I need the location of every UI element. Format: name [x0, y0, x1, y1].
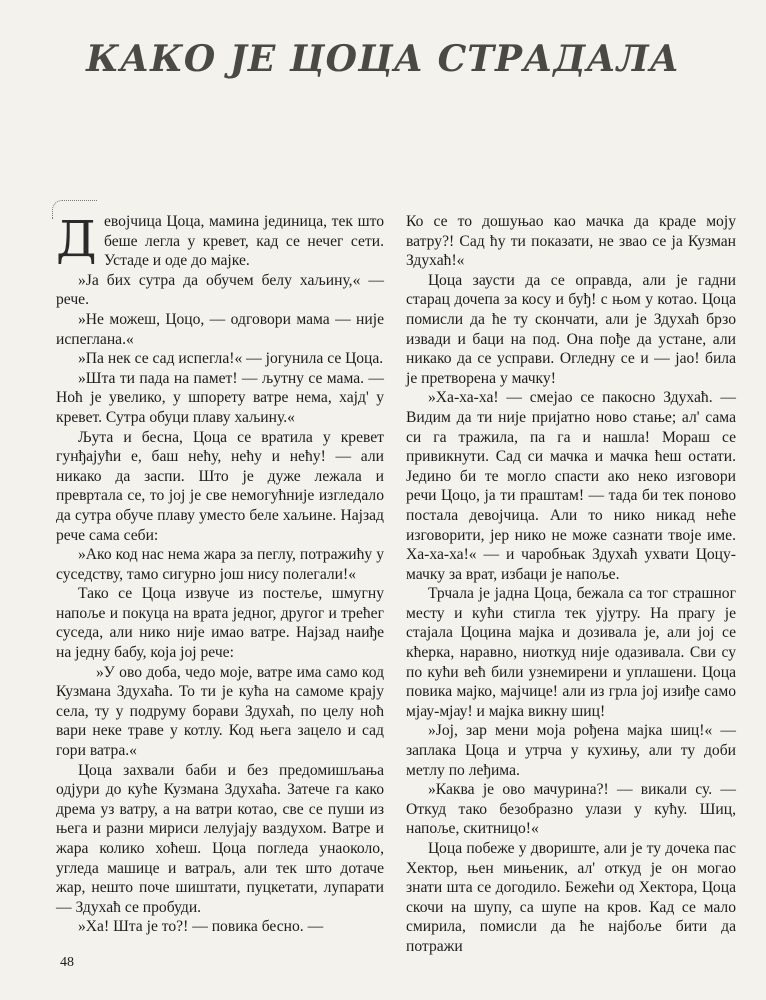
page-title: КАКО ЈЕ ЦОЦА СТРАДАЛА [86, 38, 680, 80]
left-column [56, 212, 384, 937]
paragraph: Љута и бесна, Цоца се вратила у кревет гунђајући е, баш нећу, нећу и нећу! — али никако да заспи. Што је дуже лежала и превртала се, то јој је све немогућније изгледало да сутра обуче плаву уместо беле хаљине. Најзад рече сама себи: [56, 428, 384, 544]
paragraph: »Каква је ово мачурина?! — викали су. — Откуд тако безобразно улази у кућу. Шиц, напоље, скитницо!« [406, 781, 736, 838]
paragraph: Цоца захвали баби и без предомишљања одјури до куће Кузмана Здухаћа. Затече га како дрема уз ватру, а на ватри котао, све се пуши из њега и разни мириси лелујају ваздухом. Ватре и жара колико хоћеш. Цоца погледа унаоколо, угледа машице и ватраљ, али тек што дотаче жар, нешто поче шиштати, пуцкетати, лупарати — Здухаћ се пробуди. [56, 761, 384, 916]
paragraph: Девојчица Цоца, мамина јединица, тек што беше легла у кревет, кад се нечег сети. Устаде и оде до мајке. [56, 210, 384, 270]
paragraph: »Шта ти пада на памет! — љутну се мама. — Ноћ је увелико, у шпорету ватре нема, хајд' у кревет. Сутра обуци плаву хаљину.« [56, 369, 384, 426]
paragraph: Цоца заусти да се оправда, али је гадни старац дочепа за косу и буђ! с њом у котао. Цоца помисли да ће ту скончати, али је Здухаћ брзо извади и баци на под. Она пође да устане, али никако да се усправи. Огледну се и — јао! била је претворена у мачку! [406, 271, 736, 387]
paragraph: Тако се Цоца извуче из постеље, шмугну напоље и покуца на врата једног, другог и трећег суседа, али нико није имао ватре. Најзад наиђе на једну бабу, која јој рече: [56, 585, 384, 662]
paragraph: »Ја бих сутра да обучем белу хаљину,« — рече. [56, 271, 384, 309]
paragraph: »Не можеш, Цоцо, — одговори мама — није испеглана.« [56, 310, 384, 348]
dropcap-letter: Д [56, 210, 97, 268]
paragraph: »Ако код нас нема жара за пеглу, потражићу у суседству, тамо сигурно још нису полегали!« [56, 546, 384, 583]
page-number: 48 [60, 955, 74, 970]
paragraph: Ко се то дошуњао као мачка да краде моју ватру?! Сад ћу ти показати, не звао се ја Кузман Здухаћ!« [406, 213, 736, 270]
paragraph: »Јој, зар мени моја рођена мајка шиц!« — заплака Цоца и утрча у кухињу, али ту доби метлу по леђима. [406, 722, 736, 779]
paragraph: Трчала је јадна Цоца, бежала са тог страшног месту и кући стигла тек ујутру. На прагу је стајала Цоцина мајка и дозивала је, али јој се кћерка, наравно, ниоткуд није одазивала. Сви су по кући већ били узнемирени и уплашени. Цоца повика мајко, мајчице! али из грла јој изиђе само мјау-мјау! и мајка викну шиц! [406, 585, 736, 720]
right-column [406, 212, 736, 957]
paragraph: »Ха! Шта је то?! — повика бесно. — [78, 918, 324, 936]
paragraph: »У ово доба, чедо моје, ватре има само код Кузмана Здухаћа. То ти је кућа на самоме крају села, ту у подруму борави Здухаћ, по целу ноћ вари неке траве у котлу. Код њега зацело и сад гори ватра.« [56, 663, 384, 760]
paragraph: »Па нек се сад испегла!« — јогунила се Цоца. [78, 350, 384, 368]
paragraph: »Ха-ха-ха! — смејао се пакосно Здухаћ. — Видим да ти није пријатно ново стање; ал' сама си га тражила, па га и нашла! Мораш се привикнути. Сад си мачка и мачка ћеш остати. Једино би те могло спасти ако неко изговори речи Цоцо, ја ти праштам! — тада би тек поново постала девојчица. Али то нико никад неће изговорити, јер нико не може сазнати твоје име. Ха-ха-ха!« — и чаробњак Здухаћ ухвати Цоцу-мачку за врат, избаци је напоље. [406, 389, 736, 583]
paragraph: Цоца побеже у двориште, али је ту дочека пас Хектор, њен мињеник, ал' откуд је он могао знати шта се догодило. Бежећи од Хектора, Цоца скочи на шупу, са шупе на кров. Кад се мало смирила, помисли да ће најбоље бити да потражи [406, 840, 736, 955]
